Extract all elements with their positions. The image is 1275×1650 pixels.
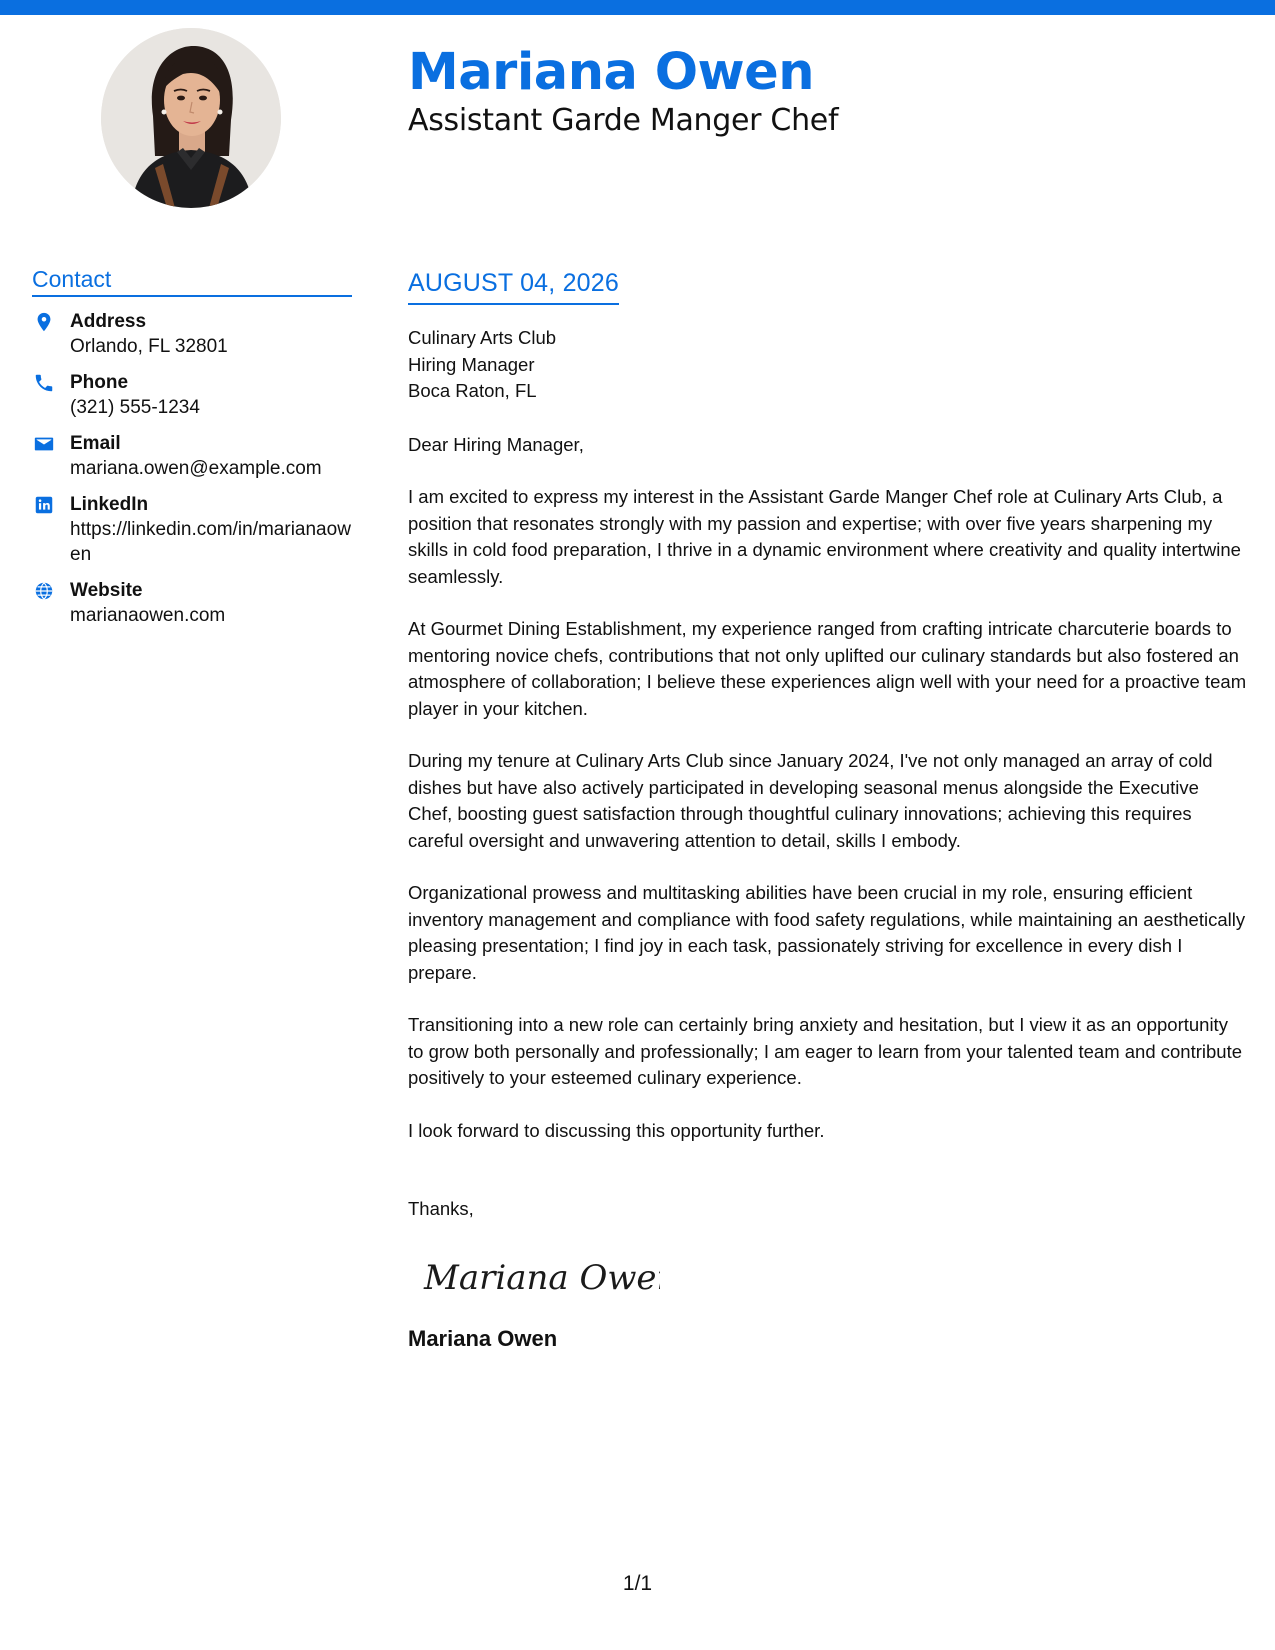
letter-date: AUGUST 04, 2026 bbox=[408, 269, 619, 297]
profile-photo bbox=[101, 28, 281, 208]
paragraph: During my tenure at Culinary Arts Club since January 2024, I've not only managed an array of cold dishes but have also actively participated in developing seasonal menus alongside the Executive Chef, boosting guest satisfaction through thoughtful culinary innovations; achieving this requires careful oversight and unwavering attention to detail, skills I embody. bbox=[408, 750, 1213, 851]
signer-name: Mariana Owen bbox=[408, 1325, 558, 1351]
contact-label: Phone bbox=[70, 372, 129, 393]
recipient-location: Boca Raton, FL bbox=[408, 380, 537, 401]
contact-website bbox=[32, 578, 352, 628]
recipient-block bbox=[408, 325, 1248, 405]
email-icon bbox=[33, 433, 55, 455]
closing: Thanks, bbox=[408, 1198, 474, 1219]
letter-body bbox=[408, 268, 1248, 1353]
phone-value: (321) 555-1234 bbox=[70, 397, 200, 418]
contact-sidebar bbox=[32, 264, 352, 639]
contact-label: Website bbox=[70, 580, 143, 601]
linkedin-value[interactable]: https://linkedin.com/in/marianaowen bbox=[70, 519, 351, 565]
contact-label: Email bbox=[70, 433, 121, 454]
contact-label: LinkedIn bbox=[70, 494, 149, 515]
greeting: Dear Hiring Manager, bbox=[408, 433, 584, 455]
contact-list bbox=[32, 309, 352, 628]
recipient-company: Culinary Arts Club bbox=[408, 327, 557, 348]
phone-icon bbox=[33, 372, 55, 394]
paragraph: Transitioning into a new role can certainly bring anxiety and hesitation, but I view it as an opportunity to grow both personally and professionally; I am eager to learn from your talented team and contribute positively to your esteemed culinary experience. bbox=[408, 1014, 1242, 1088]
linkedin-icon bbox=[33, 494, 55, 516]
email-value[interactable]: mariana.owen@example.com bbox=[70, 458, 322, 479]
applicant-name: Mariana Owen bbox=[408, 43, 815, 102]
recipient-title: Hiring Manager bbox=[408, 353, 535, 375]
address-value: Orlando, FL 32801 bbox=[70, 336, 228, 357]
paragraph: At Gourmet Dining Establishment, my experience ranged from crafting intricate charcuterie boards to mentoring novice chefs, contributions that not only uplifted our culinary standards but also fostered an atmosphere of collaboration; I believe these experiences align well with your need for a proactive team player in your kitchen. bbox=[408, 618, 1247, 719]
paragraph: Organizational prowess and multitasking abilities have been crucial in my role, ensuring efficient inventory management and compliance with food safety regulations, while maintaining an aesthetically pleasing presentation; I find joy in each task, passionately striving for excellence in every dish I prepare. bbox=[408, 882, 1246, 983]
location-pin-icon bbox=[33, 311, 55, 333]
signature-text: Mariana Owen bbox=[424, 1257, 660, 1298]
date-block bbox=[408, 268, 619, 305]
globe-icon bbox=[33, 580, 55, 602]
handwritten-signature bbox=[420, 1245, 1248, 1309]
contact-phone bbox=[32, 370, 352, 420]
top-accent-bar bbox=[0, 0, 1275, 15]
website-value[interactable]: marianaowen.com bbox=[70, 605, 226, 626]
contact-heading: Contact bbox=[32, 264, 352, 297]
paragraph: I am excited to express my interest in the Assistant Garde Manger Chef role at Culinary Arts Club, a position that resonates strongly with my passion and expertise; with over five years sharpening my skills in cold food preparation, I thrive in a dynamic environment where creativity and quality intertwine seamlessly. bbox=[408, 486, 1241, 587]
contact-email bbox=[32, 431, 352, 481]
job-title: Assistant Garde Manger Chef bbox=[408, 103, 839, 138]
page-number: 1/1 bbox=[622, 1572, 653, 1595]
contact-label: Address bbox=[70, 311, 147, 332]
paragraph: I look forward to discussing this opportunity further. bbox=[408, 1119, 825, 1141]
contact-linkedin bbox=[32, 492, 352, 567]
contact-address bbox=[32, 309, 352, 359]
